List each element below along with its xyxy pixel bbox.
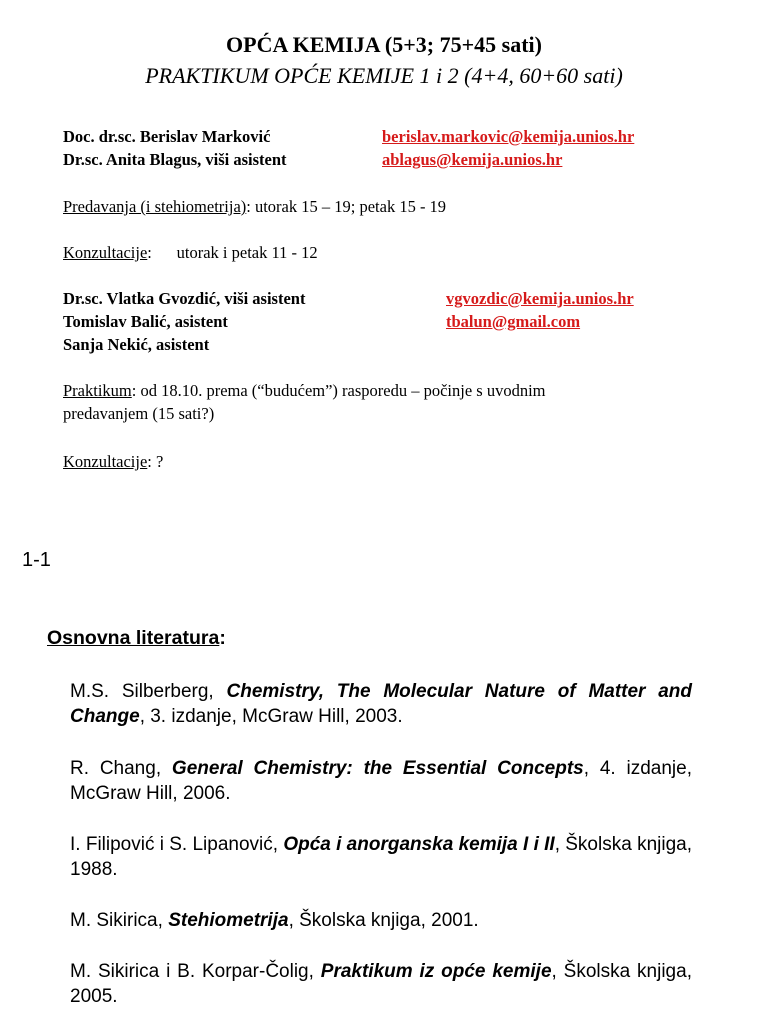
reference-publisher: , Školska knjiga, 1988. <box>70 834 692 880</box>
assistant-name: Tomislav Balić, asistent <box>63 312 228 331</box>
consultations-value: : ? <box>147 452 164 471</box>
literature-heading-colon: : <box>219 627 226 649</box>
lecturer-email-link[interactable]: berislav.markovic@kemija.unios.hr <box>382 127 635 146</box>
practicum-info <box>63 381 546 401</box>
reference-authors: M.S. Silberberg, <box>70 681 227 702</box>
reference-publisher: , 4. izdanje, McGraw Hill, 2006. <box>70 758 692 804</box>
reference-item <box>70 959 692 1009</box>
literature-heading <box>47 627 226 650</box>
reference-item <box>70 679 692 729</box>
assistant-name: Dr.sc. Vlatka Gvozdić, viši asistent <box>63 289 306 308</box>
lecturer-name: Doc. dr.sc. Berislav Marković <box>63 127 271 146</box>
page-number: 1-1 <box>22 549 51 571</box>
page-title: OPĆA KEMIJA (5+3; 75+45 sati) <box>226 32 542 57</box>
page-subtitle: PRAKTIKUM OPĆE KEMIJE 1 i 2 (4+4, 60+60 sati) <box>145 63 623 88</box>
assistant-email-link[interactable]: tbalun@gmail.com <box>446 312 581 331</box>
reference-title: Chemistry, The Molecular Nature of Matter and Change <box>70 681 693 727</box>
assistant-email-link[interactable]: vgvozdic@kemija.unios.hr <box>446 289 634 308</box>
reference-publisher: , 3. izdanje, McGraw Hill, 2003. <box>139 706 403 727</box>
assistant-name: Sanja Nekić, asistent <box>63 335 210 354</box>
reference-title: Stehiometrija <box>168 910 289 931</box>
consultations-schedule <box>63 243 318 263</box>
lecturer-name: Dr.sc. Anita Blagus, viši asistent <box>63 150 287 169</box>
practicum-line2: predavanjem (15 sati?) <box>63 404 215 423</box>
consultations-value: : utorak i petak 11 - 12 <box>147 243 318 262</box>
lectures-label: Predavanja (i stehiometrija) <box>63 197 247 216</box>
reference-authors: M. Sikirica i B. Korpar-Čolig, <box>70 961 321 982</box>
lectures-schedule <box>63 197 446 217</box>
reference-title: General Chemistry: the Essential Concepts <box>171 758 584 779</box>
reference-title: Praktikum iz opće kemije <box>320 961 552 982</box>
lectures-value: : utorak 15 – 19; petak 15 - 19 <box>246 197 447 216</box>
reference-item <box>70 908 692 933</box>
consultations-label: Konzultacije <box>63 452 148 471</box>
practicum-consultations <box>63 452 163 472</box>
reference-title: Opća i anorganska kemija I i II <box>283 834 555 855</box>
reference-authors: I. Filipović i S. Lipanović, <box>70 834 284 855</box>
practicum-label: Praktikum <box>63 381 132 400</box>
reference-authors: M. Sikirica, <box>70 910 169 931</box>
practicum-line1: : od 18.10. prema (“budućem”) rasporedu – počinje s uvodnim <box>131 381 546 400</box>
lecturer-email-link[interactable]: ablagus@kemija.unios.hr <box>382 150 563 169</box>
literature-heading-text: Osnovna literatura <box>47 627 220 649</box>
reference-item <box>70 832 692 882</box>
consultations-label: Konzultacije <box>63 243 148 262</box>
reference-publisher: , Školska knjiga, 2005. <box>70 961 692 1007</box>
reference-publisher: , Školska knjiga, 2001. <box>288 910 479 931</box>
reference-item <box>70 756 692 806</box>
reference-authors: R. Chang, <box>70 758 172 779</box>
